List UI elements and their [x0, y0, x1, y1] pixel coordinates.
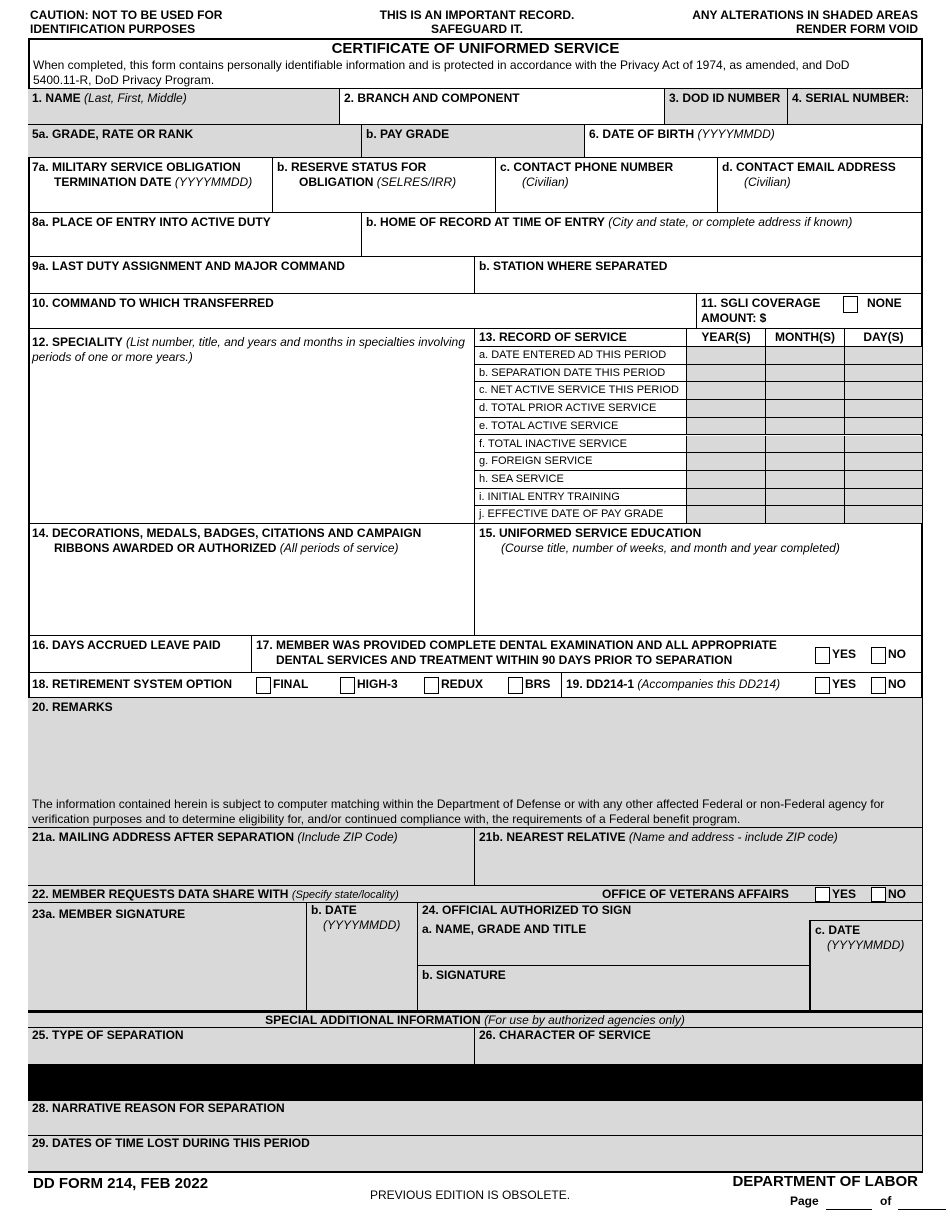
- record-of-service-row: i. INITIAL ENTRY TRAINING: [475, 489, 687, 507]
- record-of-service-row: d. TOTAL PRIOR ACTIVE SERVICE: [475, 400, 687, 418]
- field-home-of-record[interactable]: b. HOME OF RECORD AT TIME OF ENTRY (City and state, or complete address if known): [362, 213, 922, 257]
- record-days-cell[interactable]: [845, 489, 922, 507]
- retirement-final-checkbox[interactable]: [256, 677, 271, 694]
- record-days-cell[interactable]: [845, 365, 922, 383]
- col-months: MONTH(S): [766, 329, 845, 347]
- field-sgli-coverage[interactable]: 11. SGLI COVERAGE AMOUNT: $: [697, 294, 922, 329]
- retirement-brs-label: BRS: [525, 677, 551, 691]
- page-label: Page: [790, 1194, 819, 1208]
- alterations-notice: ANY ALTERATIONS IN SHADED AREAS RENDER FORM VOID: [692, 8, 918, 36]
- field-speciality[interactable]: 12. SPECIALITY (List number, title, and years and months in specialties involving periods of one or more years.): [28, 329, 475, 524]
- field-official-name-grade-title[interactable]: a. NAME, GRADE AND TITLE: [418, 920, 810, 966]
- record-days-cell[interactable]: [845, 382, 922, 400]
- field-data-share: 22. MEMBER REQUESTS DATA SHARE WITH (Specify state/locality) OFFICE OF VETERANS AFFAIRS: [28, 886, 922, 903]
- field-retirement-option: 18. RETIREMENT SYSTEM OPTION: [28, 673, 562, 698]
- record-years-cell[interactable]: [687, 400, 766, 418]
- remarks-label: 20. REMARKS: [32, 700, 113, 714]
- retirement-redux-checkbox[interactable]: [424, 677, 439, 694]
- field-command-transferred[interactable]: 10. COMMAND TO WHICH TRANSFERRED: [28, 294, 697, 329]
- field-place-of-entry[interactable]: 8a. PLACE OF ENTRY INTO ACTIVE DUTY: [28, 213, 362, 257]
- record-days-cell[interactable]: [845, 400, 922, 418]
- of-label: of: [880, 1194, 892, 1208]
- dental-yes-checkbox[interactable]: [815, 647, 830, 664]
- dd214-1-yes-checkbox[interactable]: [815, 677, 830, 694]
- dd214-1-yes-label: YES: [832, 677, 857, 691]
- col-years: YEAR(S): [687, 329, 766, 347]
- official-authorized-label: 24. OFFICIAL AUTHORIZED TO SIGN: [418, 903, 922, 920]
- obsolete-notice: PREVIOUS EDITION IS OBSOLETE.: [370, 1188, 571, 1202]
- field-type-of-separation[interactable]: 25. TYPE OF SEPARATION: [28, 1028, 475, 1065]
- dd214-1-no-label: NO: [888, 677, 906, 691]
- field-contact-email[interactable]: d. CONTACT EMAIL ADDRESS (Civilian): [718, 158, 922, 213]
- record-months-cell[interactable]: [766, 489, 845, 507]
- field-dd214-1: 19. DD214-1 (Accompanies this DD214): [562, 673, 922, 698]
- record-years-cell[interactable]: [687, 506, 766, 524]
- page-total-field[interactable]: [898, 1209, 946, 1210]
- retirement-final-label: FINAL: [273, 677, 309, 691]
- special-additional-info-header: SPECIAL ADDITIONAL INFORMATION (For use by authorized agencies only): [28, 1013, 922, 1028]
- field-dental-exam: 17. MEMBER WAS PROVIDED COMPLETE DENTAL EXAMINATION AND ALL APPROPRIATE DENTAL SERVICES AND TREATMENT WITHIN 90 DAYS PRIOR TO SEPARATION: [252, 636, 922, 673]
- field-last-duty[interactable]: 9a. LAST DUTY ASSIGNMENT AND MAJOR COMMAND: [28, 257, 475, 294]
- field-official-signature[interactable]: b. SIGNATURE: [418, 966, 810, 1011]
- record-days-cell[interactable]: [845, 453, 922, 471]
- record-of-service-row: c. NET ACTIVE SERVICE THIS PERIOD: [475, 382, 687, 400]
- field-character-of-service[interactable]: 26. CHARACTER OF SERVICE: [475, 1028, 922, 1065]
- field-decorations[interactable]: 14. DECORATIONS, MEDALS, BADGES, CITATIONS AND CAMPAIGN RIBBONS AWARDED OR AUTHORIZED (All periods of service): [28, 524, 475, 636]
- field-remarks[interactable]: [28, 698, 922, 828]
- record-days-cell[interactable]: [845, 347, 922, 365]
- field-official-sign-date[interactable]: c. DATE (YYYYMMDD): [810, 920, 922, 1011]
- record-months-cell[interactable]: [766, 418, 845, 436]
- record-years-cell[interactable]: [687, 365, 766, 383]
- computer-matching-notice: The information contained herein is subject to computer matching within the Department of Defense or with any other affected Federal or non-Federal agency for verification purposes and to determine eligibility for, and/or continued compliance with, the requirements of a Federal benefit program.: [32, 797, 885, 826]
- dental-yes-label: YES: [832, 647, 857, 661]
- retirement-redux-label: REDUX: [441, 677, 484, 691]
- record-of-service-row: b. SEPARATION DATE THIS PERIOD: [475, 365, 687, 383]
- record-years-cell[interactable]: [687, 347, 766, 365]
- retirement-high3-label: HIGH-3: [357, 677, 398, 691]
- field-nearest-relative[interactable]: 21b. NEAREST RELATIVE (Name and address - include ZIP code): [475, 828, 922, 886]
- department-name: DEPARTMENT OF LABOR: [732, 1173, 918, 1190]
- record-months-cell[interactable]: [766, 382, 845, 400]
- record-months-cell[interactable]: [766, 453, 845, 471]
- record-days-cell[interactable]: [845, 418, 922, 436]
- field-member-sign-date[interactable]: b. DATE (YYYYMMDD): [307, 903, 418, 1011]
- record-years-cell[interactable]: [687, 453, 766, 471]
- record-years-cell[interactable]: [687, 418, 766, 436]
- field-contact-phone[interactable]: c. CONTACT PHONE NUMBER (Civilian): [496, 158, 718, 213]
- form-title: CERTIFICATE OF UNIFORMED SERVICE: [331, 40, 620, 57]
- privacy-statement: When completed, this form contains personally identifiable information and is protected in accordance with the Privacy Act of 1974, as amended, and DoD 5400.11-R, DoD Privacy Program.: [33, 58, 850, 87]
- field-serial-number[interactable]: 4. SERIAL NUMBER:: [788, 89, 922, 125]
- field-service-education[interactable]: 15. UNIFORMED SERVICE EDUCATION (Course title, number of weeks, and month and year completed): [475, 524, 922, 636]
- record-months-cell[interactable]: [766, 471, 845, 489]
- field-time-lost[interactable]: 29. DATES OF TIME LOST DURING THIS PERIOD: [28, 1136, 922, 1171]
- record-of-service-row: h. SEA SERVICE: [475, 471, 687, 489]
- field-dod-id[interactable]: 3. DOD ID NUMBER: [665, 89, 788, 125]
- record-days-cell[interactable]: [845, 506, 922, 524]
- field-name[interactable]: 1. NAME (Last, First, Middle): [28, 89, 340, 125]
- page-number-field[interactable]: [826, 1209, 872, 1210]
- redacted-block: [28, 1065, 923, 1101]
- record-months-cell[interactable]: [766, 436, 845, 454]
- field-narrative-reason[interactable]: 28. NARRATIVE REASON FOR SEPARATION: [28, 1101, 922, 1136]
- record-months-cell[interactable]: [766, 506, 845, 524]
- record-years-cell[interactable]: [687, 436, 766, 454]
- caution-notice: CAUTION: NOT TO BE USED FOR IDENTIFICATION PURPOSES: [30, 8, 223, 36]
- record-years-cell[interactable]: [687, 382, 766, 400]
- field-station-separated[interactable]: b. STATION WHERE SEPARATED: [475, 257, 922, 294]
- record-years-cell[interactable]: [687, 471, 766, 489]
- field-date-of-birth[interactable]: 6. DATE OF BIRTH (YYYYMMDD): [585, 125, 922, 158]
- sgli-none-label: NONE: [867, 296, 902, 310]
- field-reserve-status[interactable]: b. RESERVE STATUS FOR OBLIGATION (SELRES/IRR): [273, 158, 496, 213]
- retirement-high3-checkbox[interactable]: [340, 677, 355, 694]
- record-of-service-row: e. TOTAL ACTIVE SERVICE: [475, 418, 687, 436]
- record-of-service-row: j. EFFECTIVE DATE OF PAY GRADE: [475, 506, 687, 524]
- dd214-1-no-checkbox[interactable]: [871, 677, 886, 694]
- dental-no-label: NO: [888, 647, 906, 661]
- record-days-cell[interactable]: [845, 471, 922, 489]
- record-of-service-row: f. TOTAL INACTIVE SERVICE: [475, 436, 687, 454]
- record-months-cell[interactable]: [766, 365, 845, 383]
- record-days-cell[interactable]: [845, 436, 922, 454]
- record-of-service-label: 13. RECORD OF SERVICE: [475, 329, 687, 347]
- field-grade-rank[interactable]: 5a. GRADE, RATE OR RANK: [28, 125, 362, 158]
- record-years-cell[interactable]: [687, 489, 766, 507]
- record-of-service-row: a. DATE ENTERED AD THIS PERIOD: [475, 347, 687, 365]
- data-share-no-checkbox[interactable]: [871, 887, 886, 902]
- data-share-no-label: NO: [888, 887, 906, 901]
- dental-no-checkbox[interactable]: [871, 647, 886, 664]
- field-branch[interactable]: 2. BRANCH AND COMPONENT: [340, 89, 665, 125]
- record-months-cell[interactable]: [766, 400, 845, 418]
- sgli-none-checkbox[interactable]: [843, 296, 858, 313]
- form-number: DD FORM 214, FEB 2022: [33, 1175, 209, 1192]
- record-of-service-row: g. FOREIGN SERVICE: [475, 453, 687, 471]
- field-pay-grade[interactable]: b. PAY GRADE: [362, 125, 585, 158]
- data-share-yes-label: YES: [832, 887, 857, 901]
- important-notice: THIS IS AN IMPORTANT RECORD. SAFEGUARD IT.: [379, 8, 575, 36]
- col-days: DAY(S): [845, 329, 922, 347]
- field-member-signature[interactable]: 23a. MEMBER SIGNATURE: [28, 903, 307, 1011]
- field-leave-paid[interactable]: 16. DAYS ACCRUED LEAVE PAID: [28, 636, 252, 673]
- field-mso-termination[interactable]: 7a. MILITARY SERVICE OBLIGATION TERMINATION DATE (YYYYMMDD): [28, 158, 273, 213]
- data-share-yes-checkbox[interactable]: [815, 887, 830, 902]
- field-mailing-address[interactable]: 21a. MAILING ADDRESS AFTER SEPARATION (Include ZIP Code): [28, 828, 475, 886]
- record-months-cell[interactable]: [766, 347, 845, 365]
- retirement-brs-checkbox[interactable]: [508, 677, 523, 694]
